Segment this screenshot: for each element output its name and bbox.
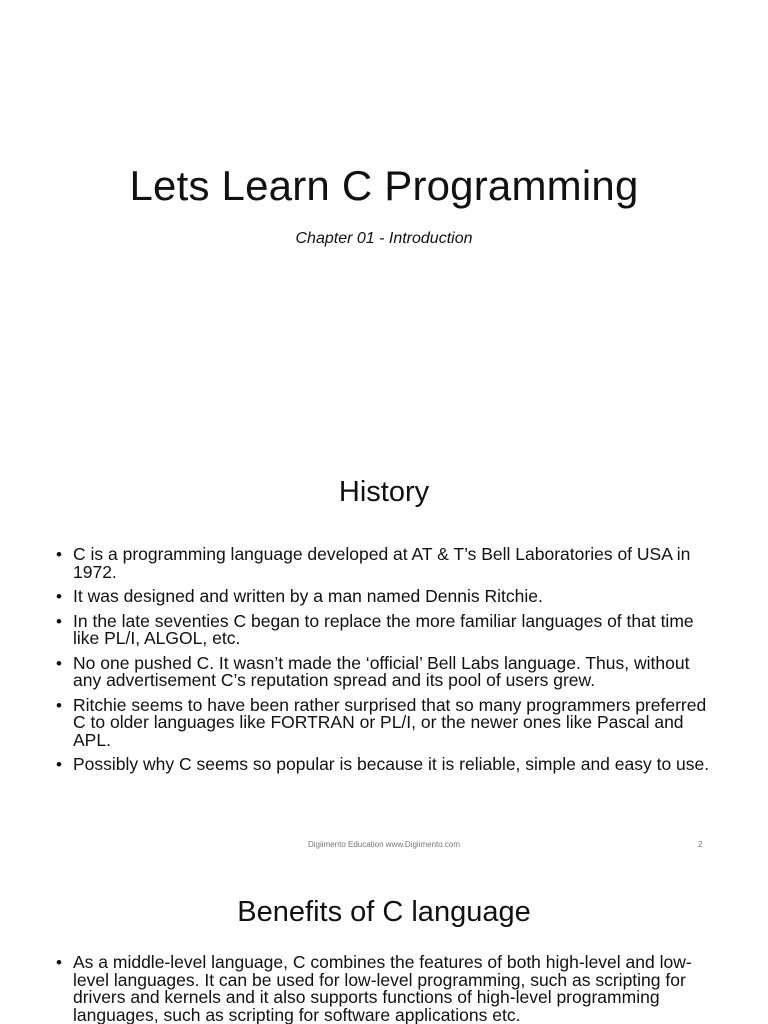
bullet-dot: • (56, 611, 62, 631)
benefits-bullet-list (56, 954, 716, 1024)
history-bullet-item (56, 546, 716, 581)
history-bullet-text: Possibly why C seems so popular is because it is reliable, simple and easy to use. (73, 754, 710, 774)
presentation-title: Lets Learn C Programming (129, 162, 639, 209)
bullet-dot: • (56, 953, 62, 972)
history-bullet-item (56, 694, 716, 750)
title-slide (0, 0, 768, 450)
bullet-dot: • (56, 695, 62, 715)
history-bullet-text: It was designed and written by a man named Dennis Ritchie. (73, 586, 543, 606)
benefits-bullet-item (56, 954, 716, 1024)
history-bullet-item (56, 610, 716, 648)
bullet-dot: • (56, 545, 62, 564)
benefits-title: Benefits of C language (237, 896, 531, 928)
history-bullet-text: Ritchie seems to have been rather surprised that so many programmers preferred C to older languages like FORTRAN or PL/I, or the newer ones like Pascal and APL. (73, 694, 707, 750)
benefits-bullet-text: As a middle-level language, C combines the features of both high-level and low-level languages. It can be used for low-level programming, such as scripting for drivers and kernels and it also supports functions of high-level programming languages, such as scripting for software applications etc. (73, 952, 692, 1024)
history-bullet-list (56, 546, 716, 781)
bullet-dot: • (56, 587, 62, 606)
history-bullet-text: No one pushed C. It wasn’t made the ‘official’ Bell Labs language. Thus, without any advertisement C’s reputation spread and its pool of users grew. (73, 652, 690, 690)
bullet-dot: • (56, 653, 62, 673)
history-bullet-text: C is a programming language developed at AT & T’s Bell Laboratories of USA in 1972. (73, 544, 691, 582)
history-bullet-text: In the late seventies C began to replace the more familiar languages of that time like PL/I, ALGOL, etc. (73, 610, 694, 648)
history-bullet-item (56, 652, 716, 690)
history-slide (0, 450, 768, 864)
page-number: 2 (698, 840, 703, 849)
history-title: History (338, 476, 430, 508)
history-bullet-item (56, 756, 716, 774)
chapter-subtitle: Chapter 01 - Introduction (295, 230, 473, 247)
benefits-slide (0, 864, 768, 1024)
history-bullet-item (56, 588, 716, 606)
slide-footer: Digiimento Education www.Digiimento.com (307, 840, 461, 849)
bullet-dot: • (56, 755, 62, 774)
